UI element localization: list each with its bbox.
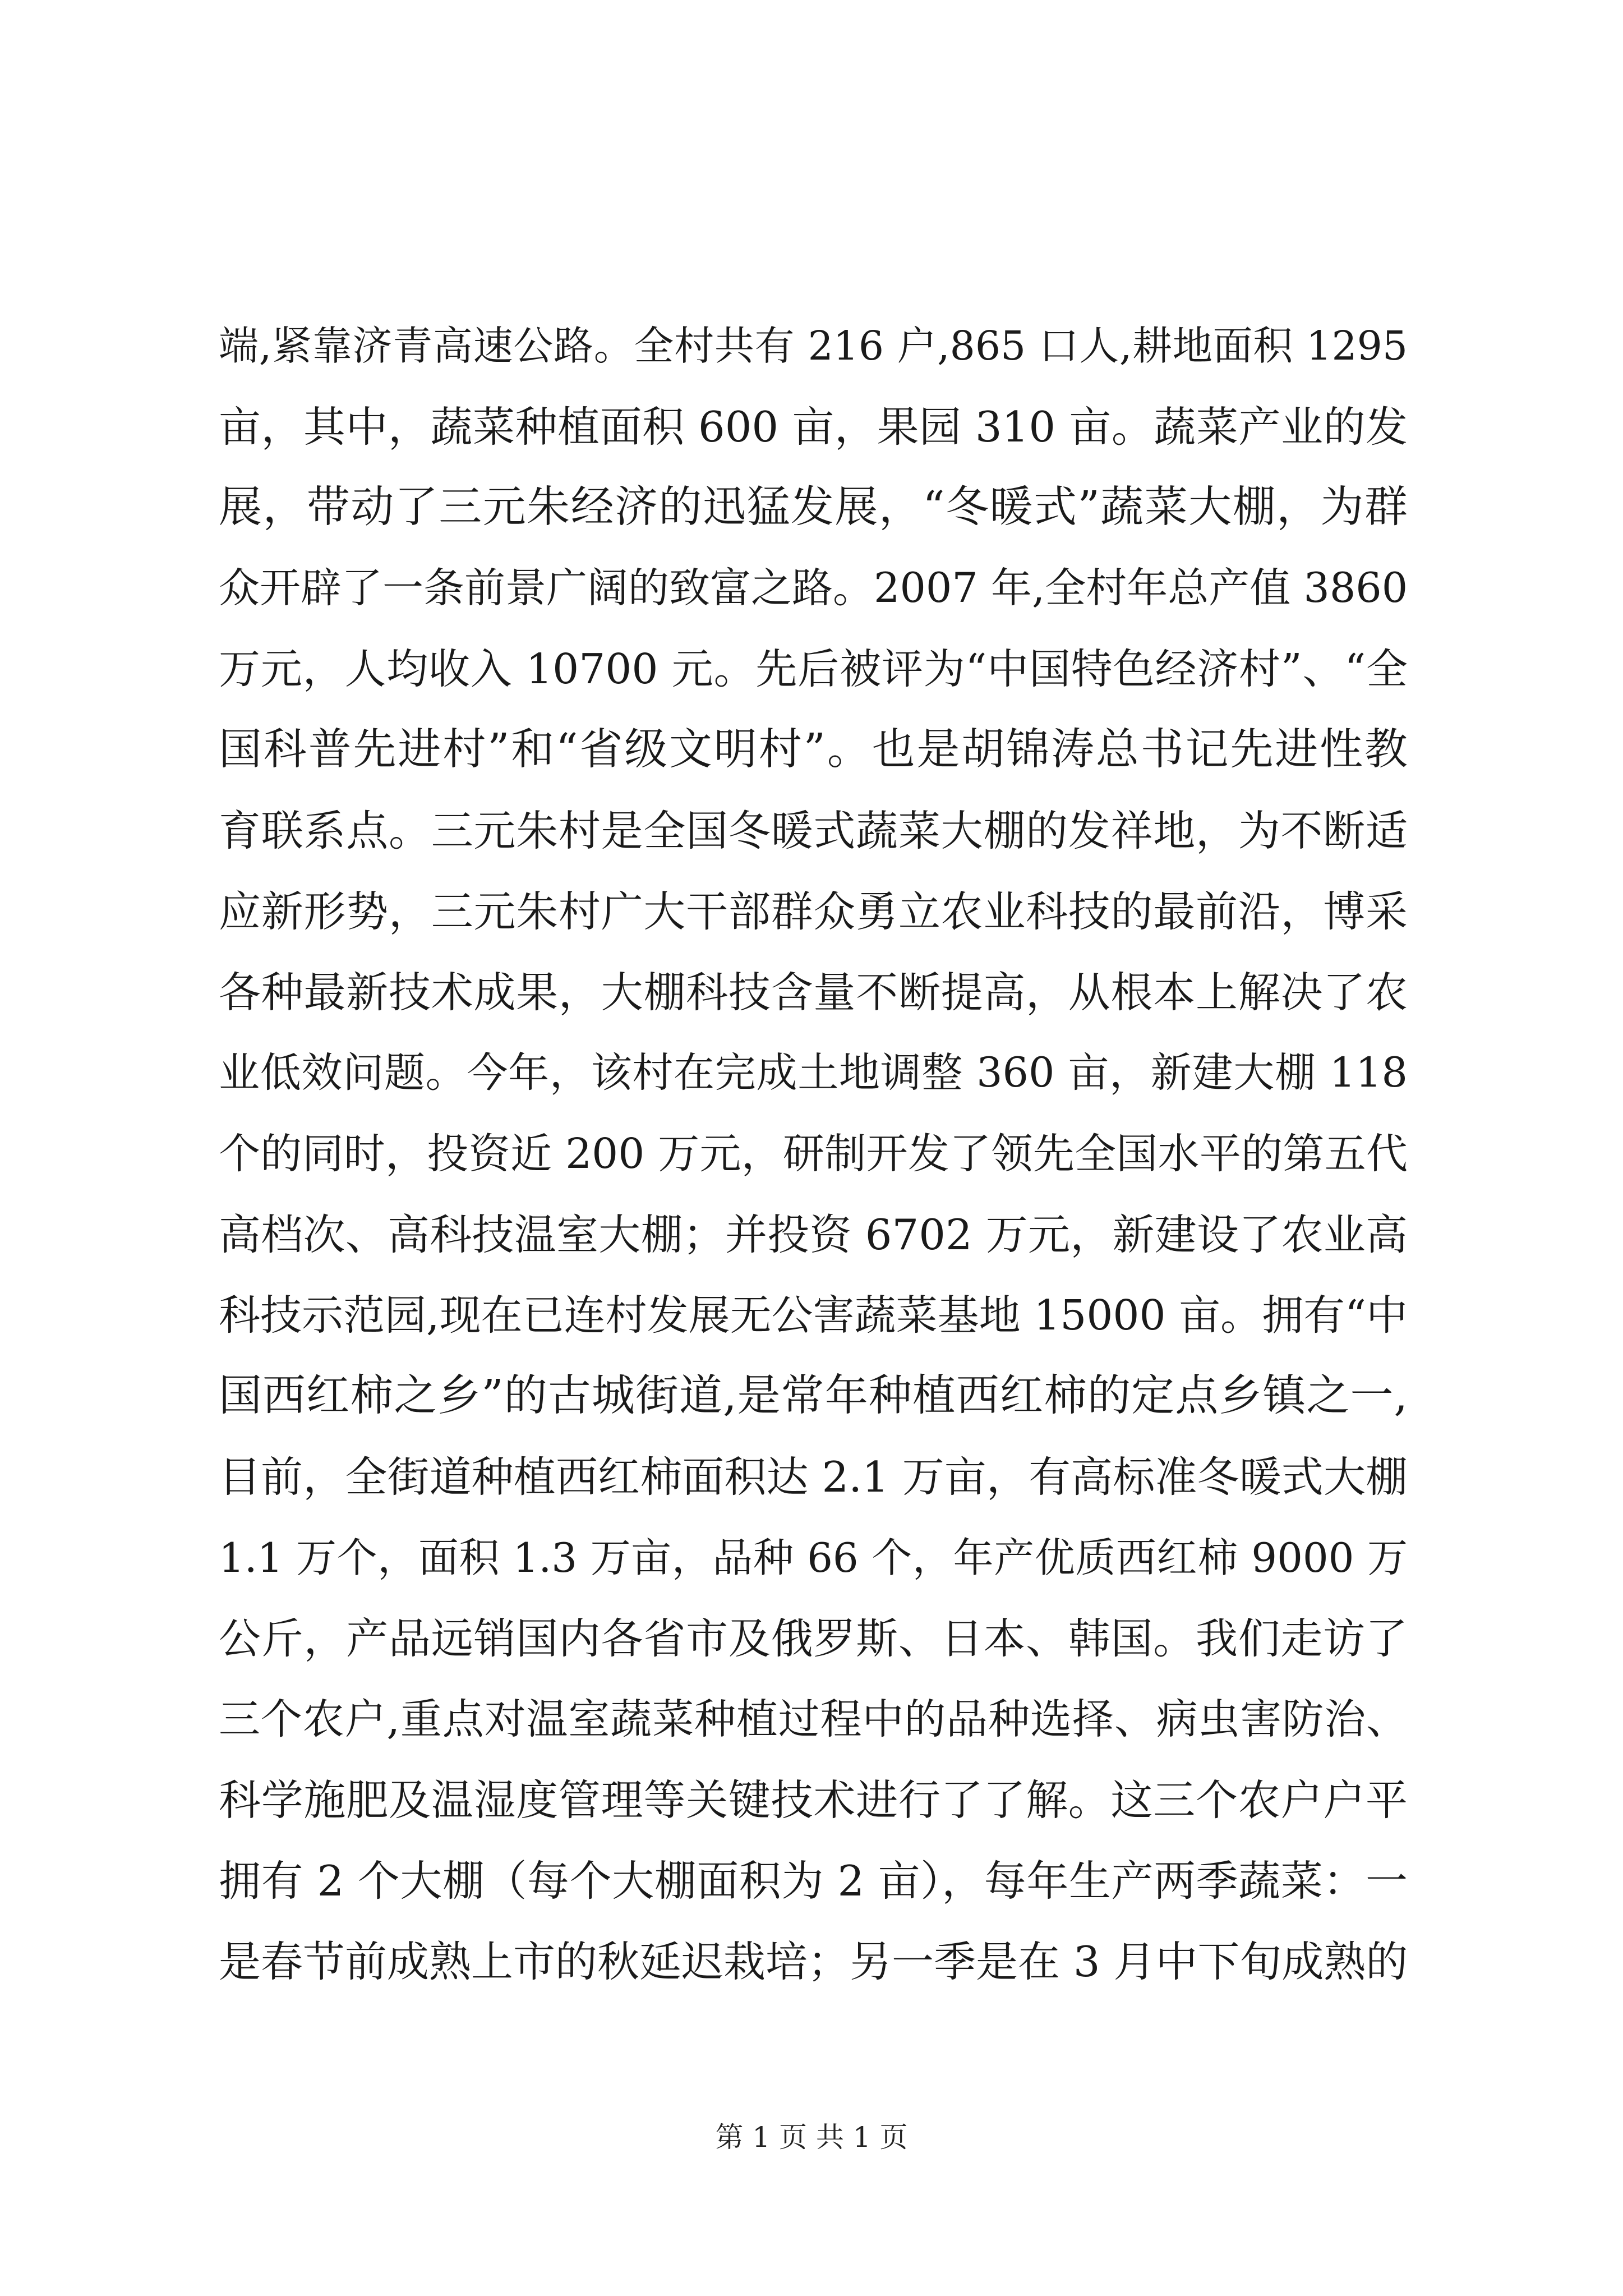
page-footer: 第 1 页 共 1 页: [715, 2121, 908, 2154]
text-line: 公斤，产品远销国内各省市及俄罗斯、日本、韩国。我们走访了: [219, 1614, 1408, 1663]
text-line: 各种最新技术成果，大棚科技含量不断提高，从根本上解决了农: [219, 968, 1408, 1017]
text-line: 业低效问题。今年，该村在完成土地调整 360 亩，新建大棚 118: [219, 1049, 1408, 1097]
text-line: 应新形势，三元朱村广大干部群众勇立农业科技的最前沿，博采: [219, 887, 1408, 936]
text-line: 三个农户,重点对温室蔬菜种植过程中的品种选择、病虫害防治、: [219, 1695, 1408, 1743]
text-line: 1.1 万个，面积 1.3 万亩，品种 66 个，年产优质西红柿 9000 万: [219, 1534, 1408, 1581]
text-line: 端,紧靠济青高速公路。全村共有 216 户,865 口人,耕地面积 1295: [219, 323, 1408, 369]
text-line: 育联系点。三元朱村是全国冬暖式蔬菜大棚的发祥地，为不断适: [219, 806, 1408, 855]
body-text: [219, 306, 1408, 2002]
text-line: 科技示范园,现在已连村发展无公害蔬菜基地 15000 亩。拥有“中: [219, 1291, 1408, 1340]
text-line: 科学施肥及温湿度管理等关键技术进行了了解。这三个农户户平: [219, 1775, 1408, 1825]
text-line: 亩，其中，蔬菜种植面积 600 亩，果园 310 亩。蔬菜产业的发: [219, 402, 1408, 452]
text-line: 拥有 2 个大棚（每个大棚面积为 2 亩），每年生产两季蔬菜：一: [219, 1856, 1408, 1906]
text-line: 国科普先进村”和“省级文明村”。也是胡锦涛总书记先进性教: [219, 725, 1408, 775]
text-line: 目前，全街道种植西红柿面积达 2.1 万亩，有高标准冬暖式大棚: [219, 1452, 1408, 1502]
text-line: 国西红柿之乡”的古城街道,是常年种植西红柿的定点乡镇之一,: [219, 1371, 1408, 1421]
text-line: 是春节前成熟上市的秋延迟栽培；另一季是在 3 月中下旬成熟的: [219, 1937, 1408, 1986]
text-line: 万元，人均收入 10700 元。先后被评为“中国特色经济村”、“全: [219, 645, 1408, 693]
text-line: 个的同时，投资近 200 万元，研制开发了领先全国水平的第五代: [219, 1130, 1408, 1178]
text-line: 众开辟了一条前景广阔的致富之路。2007 年,全村年总产值 3860: [219, 564, 1408, 612]
text-line: 高档次、高科技温室大棚；并投资 6702 万元，新建设了农业高: [219, 1210, 1408, 1259]
text-line: 展，带动了三元朱经济的迅猛发展，“冬暖式”蔬菜大棚，为群: [219, 482, 1408, 532]
